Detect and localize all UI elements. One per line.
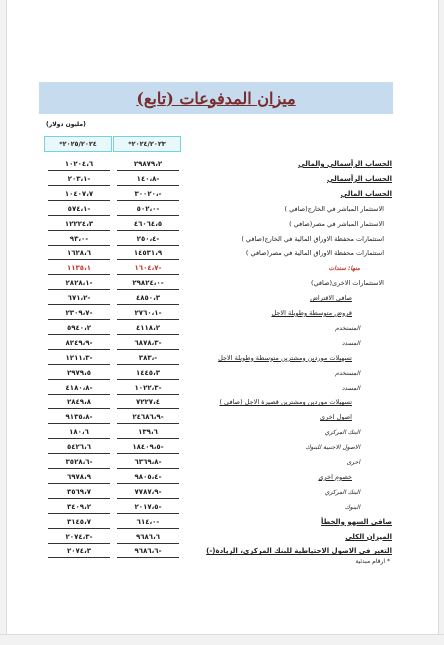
value-2023-2024: ٢٠١٧،٥- xyxy=(117,502,179,514)
row-label: منها: سندات xyxy=(328,265,360,273)
value-2023-2024: ٢٩٨٢٤،٠- xyxy=(117,278,179,290)
value-2023-2024: ١٠٢٢،٣- xyxy=(117,383,179,395)
value-2024-2025: ٩٣،٠- xyxy=(48,234,110,246)
row-label: الحساب المالي xyxy=(340,189,392,198)
value-2024-2025: ١٢٢٢٤،٣ xyxy=(48,219,110,231)
value-2023-2024: ١٨٤٠٩،٥- xyxy=(117,442,179,454)
value-2024-2025: ٢٠٧٤،٣- xyxy=(48,532,110,544)
table-row xyxy=(40,487,392,500)
table-row xyxy=(40,353,392,366)
row-label: التغير في الاصول الاحتياطية للبنك المركزي، الزيادة(-) xyxy=(206,547,392,556)
table-row xyxy=(40,457,392,470)
value-2023-2024: ٢٥٠،٤- xyxy=(117,234,179,246)
table-row xyxy=(40,517,392,530)
row-label: قروض متوسطة وطويلة الاجل xyxy=(271,309,352,317)
row-label: المسدد xyxy=(341,384,360,392)
value-2024-2025: ١٢١١،٣- xyxy=(48,353,110,365)
value-2023-2024: ١٦٠٤،٧- xyxy=(117,263,179,275)
table-row xyxy=(40,502,392,515)
footnote: * ارقام مبدئية xyxy=(355,558,390,565)
table-row xyxy=(40,234,392,247)
row-label: صافي الاقتراض xyxy=(310,294,352,303)
value-2024-2025: ١٦٢٨،٦ xyxy=(48,248,110,260)
table-row xyxy=(40,308,392,321)
table-row xyxy=(40,278,392,291)
value-2023-2024: ٦١٤،٠- xyxy=(117,517,179,529)
value-2024-2025: ٨٢٤٩،٩- xyxy=(48,338,110,350)
value-2023-2024: ٢٩٨٧٩،٢ xyxy=(117,159,179,171)
table-row xyxy=(40,546,392,559)
table-row xyxy=(40,323,392,336)
value-2023-2024: ٢٧٦٠،١- xyxy=(117,308,179,320)
table-row xyxy=(40,397,392,410)
row-label: استثمارات محفظة الاوراق المالية في الخارج(صافي ) xyxy=(241,234,384,243)
row-label: البنوك xyxy=(344,503,360,511)
row-label: خصوم اخرى xyxy=(318,472,352,481)
value-2024-2025: ١٠٤٠٧،٧ xyxy=(48,189,110,201)
table-row xyxy=(40,368,392,381)
page-title: (تابع) ميزان المدفوعات xyxy=(136,88,296,108)
value-2023-2024: ٧٧٨٧،٩- xyxy=(117,487,179,499)
unit-label: (مليون دولار) xyxy=(46,121,86,128)
table-row xyxy=(40,248,392,261)
value-2024-2025: ٥٩٤٠،٢ xyxy=(48,323,110,335)
table-row xyxy=(40,472,392,485)
value-2024-2025: ٥٤٢٦،٦ xyxy=(48,442,110,454)
value-2024-2025: ٢٠٧٤،٣ xyxy=(48,546,110,558)
value-2023-2024: ٩٦٨٦،٦ xyxy=(117,532,179,544)
row-label: اخرى xyxy=(346,459,360,466)
table-row xyxy=(40,204,392,217)
value-2023-2024: ٤٦٠٦٤،٥ xyxy=(117,219,179,231)
row-label: البنك المركزي xyxy=(324,488,360,496)
table-row xyxy=(40,189,392,202)
row-label: تسهيلات موردين ومشترين قصيرة الاجل (صافي ) xyxy=(219,398,352,407)
table-row xyxy=(40,383,392,396)
row-label: استثمارات محفظة الاوراق المالية في مصر(صافي ) xyxy=(245,249,384,258)
value-2024-2025: ٢٠٣،١- xyxy=(48,174,110,186)
value-2023-2024: ٦٨٧٨،٣- xyxy=(117,338,179,350)
row-label: البنك المركزي xyxy=(324,429,360,437)
row-label: صافي السهو والخطأ xyxy=(321,517,392,526)
value-2023-2024: ٤٨٥٠،٣ xyxy=(117,293,179,305)
table-row xyxy=(40,263,392,276)
row-label: المسدد xyxy=(341,339,360,347)
table-row xyxy=(40,159,392,172)
left-frame xyxy=(0,0,7,645)
value-2023-2024: ٩٨٠٥،٤- xyxy=(117,472,179,484)
value-2024-2025: ٢٣٠٩،٧- xyxy=(48,308,110,320)
table-row xyxy=(40,442,392,455)
row-label: الحساب الرأسمالي والمالي xyxy=(298,160,392,168)
bottom-frame xyxy=(0,634,444,645)
value-2024-2025: ٢٨٢٨،١- xyxy=(48,278,110,290)
row-label: تسهيلات موردين ومشترين متوسطة وطويلة الاجل xyxy=(218,353,352,362)
value-2024-2025: ١١٣٥،١ xyxy=(48,263,110,275)
row-label: الميزان الكلي xyxy=(345,532,392,541)
value-2023-2024: ٤١١٨،٢ xyxy=(117,323,179,335)
value-2024-2025: ٤١٨٠،٨- xyxy=(48,383,110,395)
table-row xyxy=(40,293,392,306)
value-2023-2024: ٣٨٣،- xyxy=(117,353,179,365)
value-2023-2024: ١٤٤٥،٣ xyxy=(117,368,179,380)
value-2024-2025: ٦٩٧٨،٩ xyxy=(48,472,110,484)
row-label: المستخدم xyxy=(335,324,360,332)
row-label: اصول اخرى xyxy=(320,413,352,422)
value-2024-2025: ٣٥٢٨،٦- xyxy=(48,457,110,469)
value-2023-2024: ٥٠٢،٠- xyxy=(117,204,179,216)
row-label: الاستثمار المباشر في مصر(صافي ) xyxy=(289,219,384,228)
value-2024-2025: ٢٨٤٩،٨ xyxy=(48,397,110,409)
value-2024-2025: ١٨٠،٦ xyxy=(48,427,110,439)
table-row xyxy=(40,338,392,351)
table-row xyxy=(40,412,392,425)
right-frame xyxy=(438,0,444,645)
value-2023-2024: ٦٣٦٩،٨- xyxy=(117,457,179,469)
value-2023-2024: ١٤٠،٨- xyxy=(117,174,179,186)
table-row xyxy=(40,174,392,187)
title-band xyxy=(39,82,393,114)
table-row xyxy=(40,219,392,232)
row-label: الاصول الاجنبية للبنوك xyxy=(305,444,360,452)
value-2024-2025: ١٠٢٠٤،٦ xyxy=(48,159,110,171)
column-header-2023-2024: *٢٠٢٤/٢٠٢٣ xyxy=(113,136,181,152)
value-2024-2025: ٦٧١،٢- xyxy=(48,293,110,305)
value-2023-2024: ١٤٥٣١،٩ xyxy=(117,248,179,260)
value-2024-2025: ٢٩٧٩،٥ xyxy=(48,368,110,380)
row-label: الحساب الرأسمالي xyxy=(327,174,392,183)
value-2024-2025: ٣٥٦٩،٧ xyxy=(48,487,110,499)
value-2023-2024: ٢٤٦٨٦،٩- xyxy=(117,412,179,424)
value-2023-2024: ٧٢٢٧،٤ xyxy=(117,397,179,409)
table-row xyxy=(40,427,392,440)
row-label: الاستثمارات الاخرى(صافي) xyxy=(310,279,384,288)
value-2023-2024: ٣٠٠٢٠،- xyxy=(117,189,179,201)
value-2024-2025: ٥٧٤،١- xyxy=(48,204,110,216)
row-label: المستخدم xyxy=(335,369,360,377)
value-2024-2025: ٩١٣٥،٨- xyxy=(48,412,110,424)
value-2024-2025: ٣١٤٥،٧ xyxy=(48,517,110,529)
value-2024-2025: ٣٤٠٩،٢ xyxy=(48,502,110,514)
column-header-2024-2025: *٢٠٢٥/٢٠٢٤ xyxy=(44,136,112,152)
value-2023-2024: ١٣٩،٦ xyxy=(117,427,179,439)
table-row xyxy=(40,532,392,545)
row-label: الاستثمار المباشر في الخارج(صافي ) xyxy=(284,204,384,213)
value-2023-2024: ٩٦٨٦،٦- xyxy=(117,546,179,558)
